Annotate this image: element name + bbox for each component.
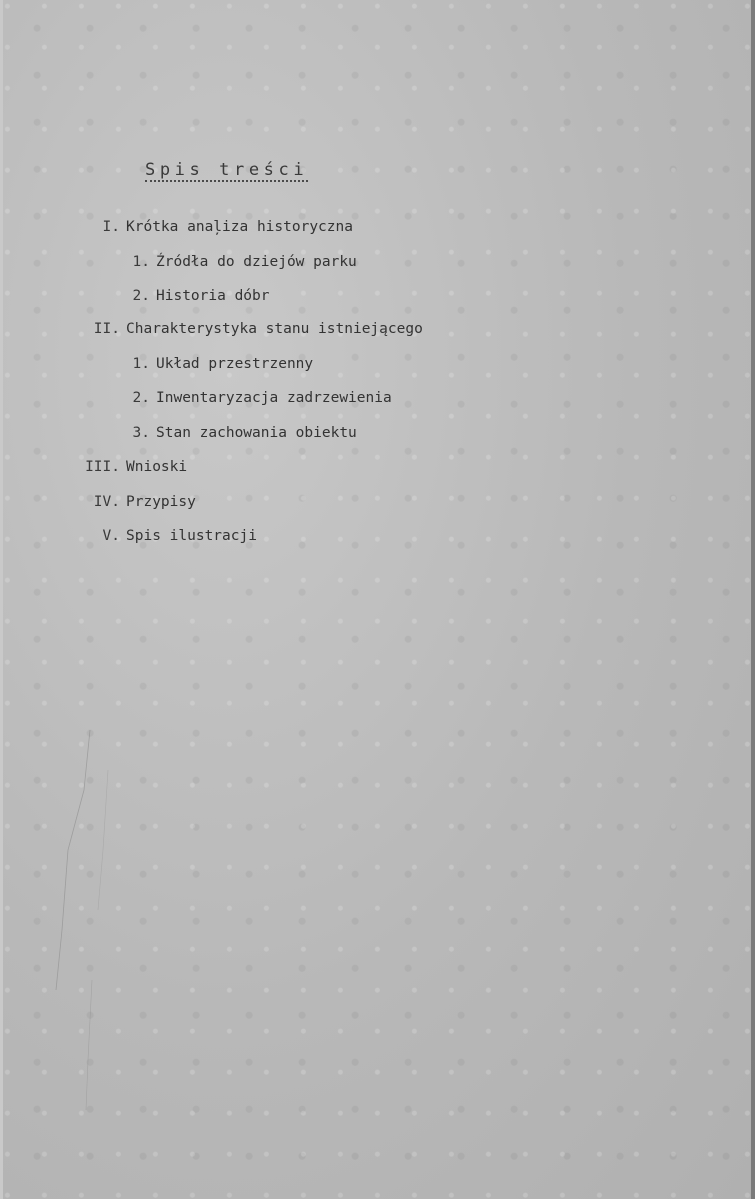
toc-entry-number: 1. (132, 254, 150, 270)
toc-entry-label: Historia dóbr (156, 288, 270, 304)
toc-entry-number: I. (102, 219, 120, 235)
toc-entry-number: 1. (132, 356, 150, 372)
toc-entry-label: Układ przestrzenny (156, 356, 314, 372)
paper-crease (48, 730, 118, 1110)
page-right-edge (751, 0, 755, 1199)
toc-entry-label: Spis ilustracji (126, 528, 257, 544)
toc-entry (116, 422, 357, 444)
toc-entry-number: V. (102, 528, 120, 544)
toc-entry (116, 285, 270, 307)
toc-entry (74, 456, 187, 478)
toc-entry (116, 353, 313, 375)
toc-entry-number: IV. (93, 494, 120, 510)
toc-entry (86, 216, 353, 238)
toc-entry-label: Krótka anaļiza historyczna (126, 219, 353, 235)
toc-entry-label: Charakterystyka stanu istniejącego (126, 321, 423, 337)
toc-entry-number: II. (93, 321, 120, 337)
page-left-edge (0, 0, 3, 1199)
toc-entry-number: 3. (132, 425, 150, 441)
toc-entry-label: Źródła do dziejów parku (156, 254, 357, 270)
toc-entry-label: Inwentaryzacja zadrzewienia (156, 390, 392, 406)
toc-entry-number: 2. (132, 288, 150, 304)
toc-entry (74, 491, 196, 513)
toc-entry-label: Stan zachowania obiektu (156, 425, 357, 441)
toc-entry (116, 387, 392, 409)
toc-entry-label: Przypisy (126, 494, 196, 510)
toc-title: Spis treści (145, 160, 309, 180)
toc-entry (74, 525, 257, 547)
toc-entry-label: Wnioski (126, 459, 188, 475)
toc-entry-number: III. (85, 459, 120, 475)
toc-entry (86, 318, 423, 340)
toc-entry-number: 2. (132, 390, 150, 406)
toc-entry (116, 251, 357, 273)
